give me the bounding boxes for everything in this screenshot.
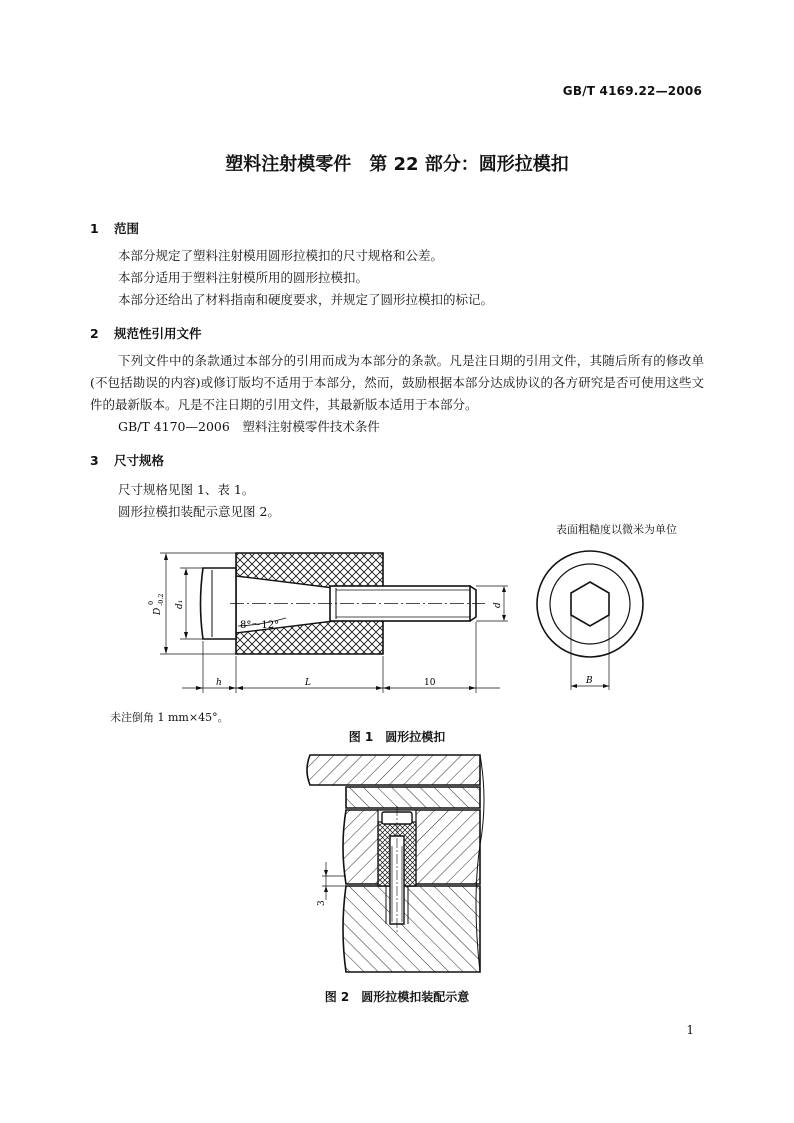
middle-plate bbox=[346, 787, 480, 808]
section-number: 3 bbox=[90, 453, 99, 468]
page-number: 1 bbox=[686, 1023, 694, 1037]
section-heading-2 bbox=[90, 324, 202, 342]
dim-3: 3 bbox=[317, 900, 327, 906]
section-title: 尺寸规格 bbox=[114, 453, 165, 468]
top-plate bbox=[307, 755, 480, 785]
dim-D: D bbox=[153, 607, 163, 615]
standard-number: GB/T 4169.22—2006 bbox=[562, 84, 702, 98]
dim-10: 10 bbox=[424, 678, 436, 688]
roughness-note: 表面粗糙度以微米为单位 bbox=[556, 523, 677, 536]
paragraph: 下列文件中的条款通过本部分的引用而成为本部分的条款。凡是注日期的引用文件，其随后所有的修改单(不包括勘误的内容)或修订版均不适用于本部分，然而，鼓励根据本部分达成协议的各方研究是否可使用这些文件的最新版本。凡是不注日期的引用文件，其最新版本适用于本部分。 bbox=[90, 353, 704, 412]
dim-d: d bbox=[493, 602, 503, 608]
section-heading-1 bbox=[90, 219, 139, 237]
dim-d1: d₁ bbox=[175, 599, 185, 609]
angle-label: 8°～12° bbox=[240, 620, 280, 631]
section-number: 2 bbox=[90, 326, 99, 341]
paragraph: 本部分适用于塑料注射模所用的圆形拉模扣。 bbox=[118, 270, 369, 285]
section-title: 范围 bbox=[114, 221, 140, 236]
paragraph: 本部分还给出了材料指南和硬度要求，并规定了圆形拉模扣的标记。 bbox=[118, 292, 494, 307]
paragraph: 圆形拉模扣装配示意见图 2。 bbox=[118, 504, 280, 519]
dim-h: h bbox=[216, 678, 222, 688]
figure2-caption: 图 2 圆形拉模扣装配示意 bbox=[324, 990, 470, 1004]
reference-item: GB/T 4170—2006 塑料注射模零件技术条件 bbox=[118, 419, 380, 434]
section-heading-3 bbox=[90, 451, 164, 469]
paragraph: 本部分规定了塑料注射模用圆形拉模扣的尺寸规格和公差。 bbox=[118, 248, 444, 263]
dim-D-tol-upper: 0 bbox=[147, 600, 155, 605]
figure1-caption: 图 1 圆形拉模扣 bbox=[348, 730, 446, 744]
dim-B: B bbox=[586, 676, 593, 686]
dim-L: L bbox=[305, 678, 311, 688]
figure2-drawing bbox=[0, 748, 794, 980]
dim-D-tol-lower: -0.2 bbox=[157, 593, 165, 606]
section-title: 规范性引用文件 bbox=[114, 326, 202, 341]
figure1-footnote: 未注倒角 1 mm×45°。 bbox=[110, 711, 229, 724]
paragraph: 尺寸规格见图 1、表 1。 bbox=[118, 482, 255, 497]
figure1-drawing bbox=[0, 540, 794, 710]
section-number: 1 bbox=[90, 221, 99, 236]
page-title: 塑料注射模零件 第 22 部分：圆形拉模扣 bbox=[225, 154, 569, 175]
lower-plate bbox=[343, 886, 480, 972]
